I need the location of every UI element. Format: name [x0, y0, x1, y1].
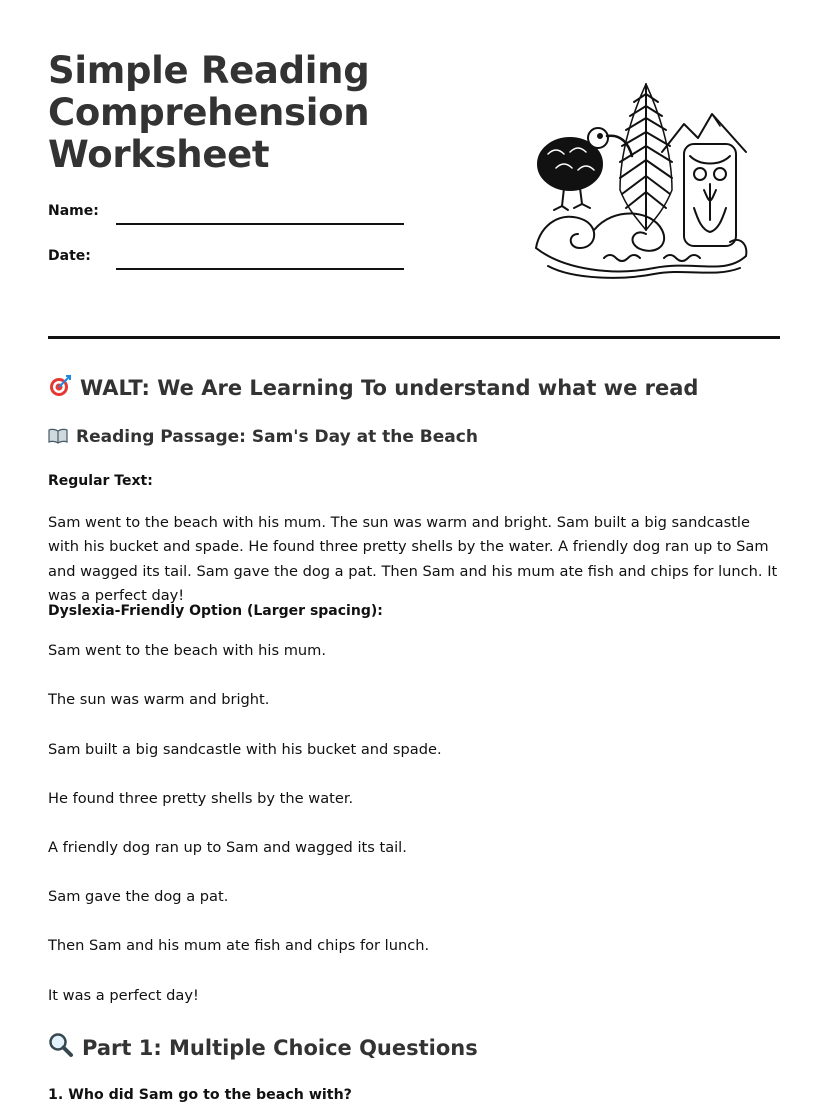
- walt-text: WALT: We Are Learning To understand what we read: [80, 376, 699, 400]
- header-divider: [48, 336, 780, 339]
- target-icon: [48, 374, 72, 403]
- book-icon: [48, 427, 68, 450]
- carving-shape: [684, 144, 736, 246]
- passage-sentence: He found three pretty shells by the water.: [48, 790, 354, 807]
- passage-sentence: The sun was warm and bright.: [48, 691, 270, 708]
- date-label: Date:: [48, 248, 91, 264]
- kiwi-fern-illustration: [534, 80, 750, 280]
- part1-heading-text: Part 1: Multiple Choice Questions: [82, 1036, 478, 1060]
- passage-sentence: Sam gave the dog a pat.: [48, 888, 229, 905]
- walt-heading: [48, 374, 698, 403]
- date-line[interactable]: [116, 268, 404, 270]
- passage-heading: [48, 427, 478, 450]
- passage-heading-text: Reading Passage: Sam's Day at the Beach: [76, 427, 478, 447]
- passage-sentence: Sam went to the beach with his mum.: [48, 642, 327, 659]
- dyslexia-label: Dyslexia-Friendly Option (Larger spacing):: [48, 603, 383, 619]
- regular-passage: Sam went to the beach with his mum. The sun was warm and bright. Sam built a big sandcastle with his bucket and spade. He found three pretty shells by the water. A friendly dog ran up to Sam and wagged its tail. Sam gave the dog a pat. Then Sam and his mum ate fish and chips for lunch. It was a perfect day!: [48, 514, 778, 604]
- passage-sentence: Sam built a big sandcastle with his bucket and spade.: [48, 741, 442, 758]
- kiwi-shape: [538, 128, 632, 210]
- regular-text-label: Regular Text:: [48, 473, 153, 489]
- passage-sentence: Then Sam and his mum ate fish and chips for lunch.: [48, 937, 430, 954]
- name-label: Name:: [48, 203, 99, 219]
- passage-sentence: A friendly dog ran up to Sam and wagged its tail.: [48, 839, 407, 856]
- passage-sentence: It was a perfect day!: [48, 987, 199, 1004]
- magnifier-icon: [48, 1032, 74, 1063]
- question-1: 1. Who did Sam go to the beach with?: [48, 1087, 352, 1103]
- part1-heading: [48, 1032, 478, 1063]
- fern-shape: [620, 84, 672, 230]
- name-line[interactable]: [116, 223, 404, 225]
- worksheet-title: Simple Reading Comprehension Worksheet: [48, 49, 370, 176]
